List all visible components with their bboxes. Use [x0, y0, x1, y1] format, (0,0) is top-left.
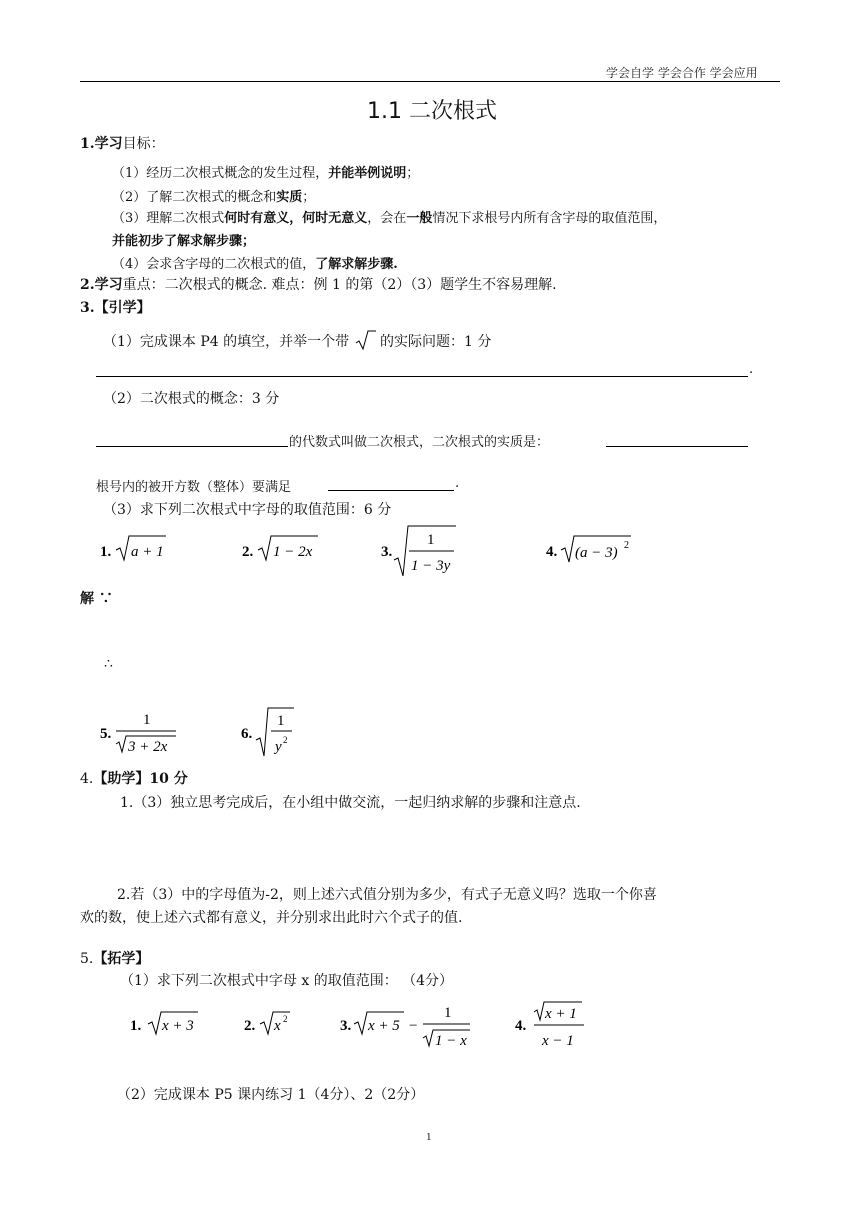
page-title: 1.1 二次根式	[367, 99, 497, 124]
ext-q2: （2）完成课本 P5 课内练习 1（4分）、2（2分）	[117, 1087, 425, 1103]
label-3: 3.	[381, 544, 393, 560]
expr-6-num: 1	[277, 713, 285, 729]
therefore-label: ∴	[104, 656, 113, 672]
objective-3-cont: 并能初步了解求解步骤；	[112, 234, 256, 249]
expression-row-1	[96, 524, 656, 584]
expr-3-num: 1	[427, 532, 435, 548]
ext-expr-2: x	[274, 1018, 281, 1034]
expr-1: a + 1	[131, 544, 164, 560]
help-p2-line1: 2.若（3）中的字母值为-2，则上述六式值分别为多少，有式子无意义吗？选取一个你喜	[117, 887, 657, 903]
section-5-heading: 5.【拓学】	[80, 951, 150, 967]
answer-line-2[interactable]	[96, 446, 288, 447]
help-p2-line2: 欢的数，使上述六式都有意义，并分别求出此时六个式子的值.	[80, 910, 463, 926]
expr-4: (a − 3)	[575, 545, 618, 561]
header-rule	[80, 81, 780, 82]
section-2: 2.学习重点：二次根式的概念. 难点：例 1 的第（2）（3）题学生不容易理解.	[80, 277, 557, 293]
expr-6-den: y	[275, 739, 282, 755]
q1-text: （1）完成课本 P4 的填空，并举一个带 的实际问题：1 分	[103, 329, 491, 351]
q2-line3-text: 根号内的被开方数（整体）要满足	[96, 480, 292, 495]
answer-line-4[interactable]	[328, 490, 454, 491]
label-6: 6.	[241, 726, 253, 742]
help-p1: 1.（3）独立思考完成后，在小组中做交流，一起归纳求解的步骤和注意点.	[120, 795, 581, 811]
ext-label-1: 1.	[130, 1018, 142, 1034]
ext-q1: （1）求下列二次根式中字母 x 的取值范围： （4分）	[120, 973, 454, 989]
ext-expr-1: x + 3	[162, 1018, 194, 1034]
header-slogan: 学会自学 学会合作 学会应用	[606, 66, 758, 80]
objective-1: （1）经历二次根式概念的发生过程，并能举例说明；	[112, 166, 420, 181]
because-label: 解 ∵	[80, 591, 113, 607]
period-2: .	[455, 476, 460, 491]
label-2: 2.	[242, 544, 254, 560]
expr-2: 1 − 2x	[273, 544, 313, 560]
q2-mid-text: 的代数式叫做二次根式，二次根式的实质是：	[289, 435, 550, 450]
ext-expr-3-den: 1 − x	[435, 1033, 467, 1049]
section-4-heading: 4.【助学】10 分	[80, 771, 188, 787]
period: .	[749, 362, 754, 377]
expr-5-den: 3 + 2x	[128, 739, 168, 755]
label-4: 4.	[546, 544, 558, 560]
section-1-heading: 1.学习目标：	[80, 136, 165, 152]
answer-line-3[interactable]	[606, 446, 748, 447]
radical-icon	[354, 329, 376, 351]
ext-expr-4-den: x − 1	[542, 1033, 574, 1049]
label-5: 5.	[100, 726, 112, 742]
objective-3: （3）理解二次根式何时有意义，何时无意义，会在一般情况下求根号内所有含字母的取值范围，	[112, 211, 667, 226]
expr-5-num: 1	[143, 712, 151, 728]
ext-expr-3a: x + 5	[368, 1018, 400, 1034]
expr-3-den: 1 − 3y	[411, 558, 451, 574]
ext-expr-3-minus: −	[409, 1018, 418, 1034]
ext-expr-2-exp: 2	[283, 1014, 288, 1024]
expression-row-2	[96, 706, 336, 762]
ext-label-2: 2.	[244, 1018, 256, 1034]
expr-4-exp: 2	[624, 540, 629, 551]
objective-2: （2）了解二次根式的概念和实质；	[112, 190, 316, 205]
q3-text: （3）求下列二次根式中字母的取值范围：6 分	[103, 502, 392, 518]
ext-label-3: 3.	[340, 1018, 352, 1034]
answer-line-1[interactable]	[96, 376, 748, 377]
ext-expr-4-num: x + 1	[545, 1006, 577, 1022]
q2-text: （2）二次根式的概念：3 分	[103, 391, 280, 407]
ext-label-4: 4.	[515, 1018, 527, 1034]
label-1: 1.	[100, 544, 112, 560]
expr-6-exp: 2	[283, 735, 288, 745]
ext-expr-3-num: 1	[444, 1005, 452, 1021]
page-number: 1	[426, 1131, 432, 1143]
objective-4: （4）会求含字母的二次根式的值，了解求解步骤.	[112, 257, 398, 272]
section-3-heading: 3.【引学】	[80, 300, 151, 316]
expression-row-3	[124, 1000, 594, 1060]
